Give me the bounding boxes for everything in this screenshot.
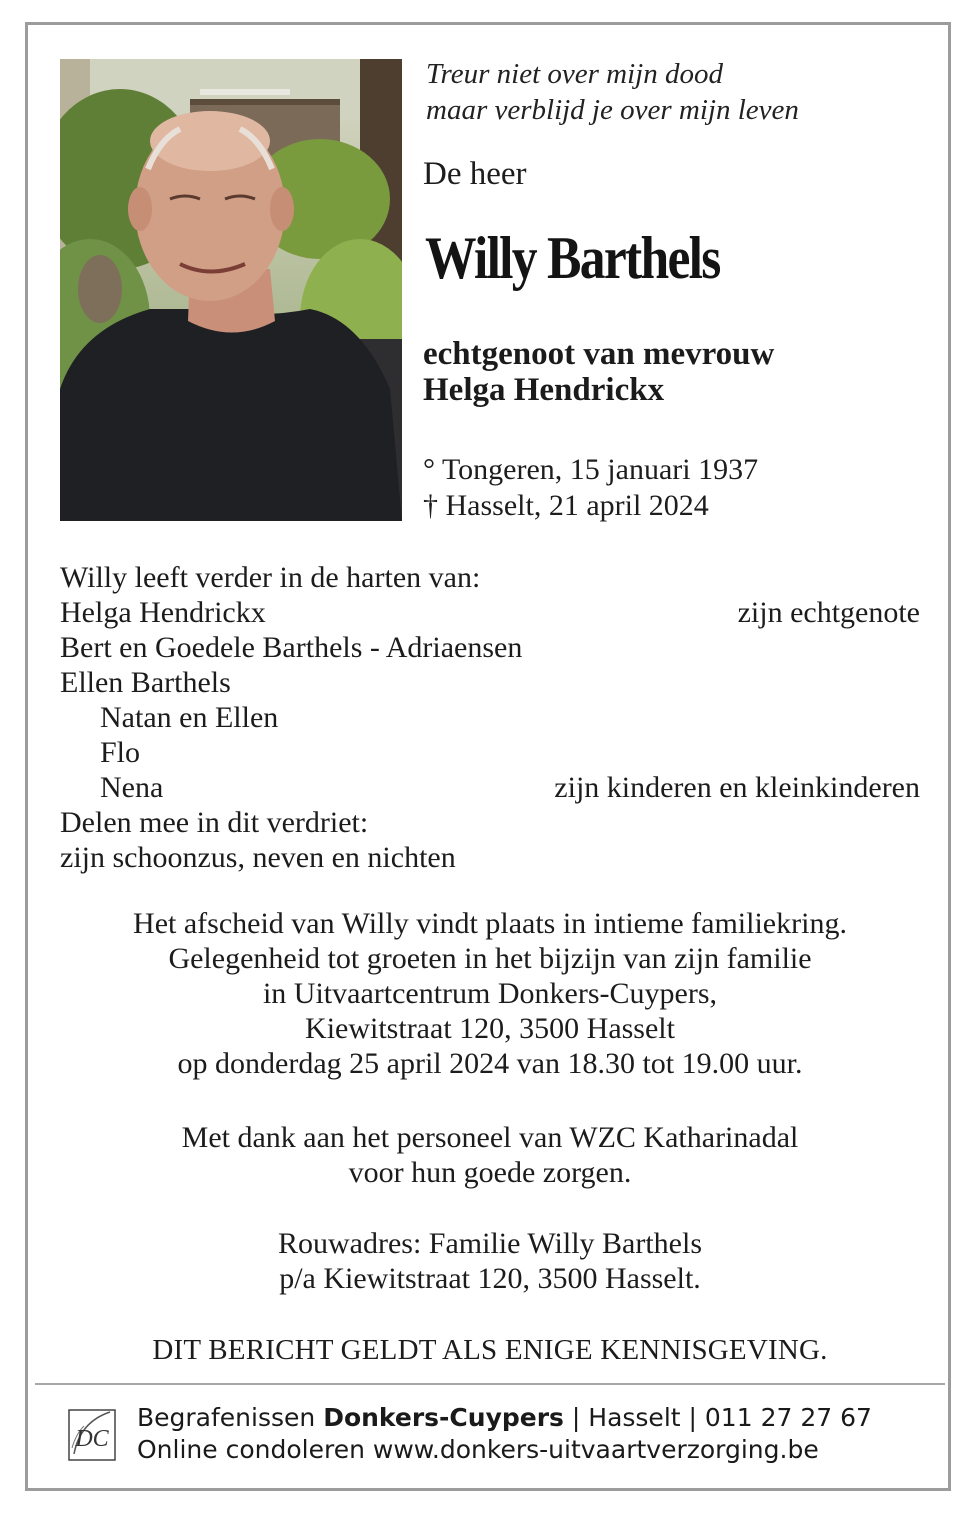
family-relation: zijn echtgenote <box>737 596 920 629</box>
memorial-quote <box>426 56 926 128</box>
thanks-line: voor hun goede zorgen. <box>348 1156 632 1189</box>
family-row <box>60 700 920 735</box>
portrait-photo <box>60 59 402 521</box>
separator: | <box>680 1403 705 1432</box>
family-name: Helga Hendrickx <box>60 596 266 629</box>
family-row <box>60 805 920 840</box>
ceremony-line: in Uitvaartcentrum Donkers-Cuypers, <box>262 977 718 1010</box>
address-line: p/a Kiewitstraat 120, 3500 Hasselt. <box>279 1262 701 1295</box>
death-date: † Hasselt, 21 april 2024 <box>423 489 709 522</box>
ceremony-line: Gelegenheid tot groeten in het bijzijn van zijn familie <box>168 942 812 975</box>
ceremony-line: Kiewitstraat 120, 3500 Hasselt <box>305 1012 675 1045</box>
deceased-name: Willy Barthels <box>425 225 720 291</box>
family-relation: zijn kinderen en kleinkinderen <box>554 771 920 804</box>
family-name: Willy leeft verder in de harten van: <box>60 561 481 594</box>
funeral-home-logo <box>66 1404 118 1464</box>
footer-prefix: Begrafenissen <box>137 1403 324 1432</box>
address-line: Rouwadres: Familie Willy Barthels <box>277 1227 702 1260</box>
family-row <box>60 630 920 665</box>
company-name: Donkers-Cuypers <box>323 1403 564 1432</box>
family-name: Bert en Goedele Barthels - Adriaensen <box>60 631 523 664</box>
family-name: Natan en Ellen <box>100 701 279 734</box>
family-row <box>60 840 920 875</box>
family-name: Delen mee in dit verdriet: <box>60 806 369 839</box>
family-row <box>60 770 920 805</box>
spouse-info <box>423 336 943 408</box>
footer-info <box>137 1402 937 1466</box>
mourning-address <box>30 1226 950 1296</box>
honorific: De heer <box>423 156 527 192</box>
official-notice: DIT BERICHT GELDT ALS ENIGE KENNISGEVING. <box>152 1334 828 1366</box>
family-name: Flo <box>100 736 141 769</box>
quote-line-2: maar verblijd je over mijn leven <box>426 94 799 126</box>
footer-line-1 <box>137 1402 937 1434</box>
footer-line-2 <box>137 1434 937 1466</box>
family-list <box>60 560 920 875</box>
ceremony-line: Het afscheid van Willy vindt plaats in intieme familiekring. <box>133 907 847 940</box>
company-city: Hasselt <box>588 1403 681 1432</box>
family-name: Nena <box>100 771 164 804</box>
portrait-illustration <box>60 59 402 521</box>
family-row <box>60 735 920 770</box>
thanks-line: Met dank aan het personeel van WZC Katharinadal <box>181 1121 799 1154</box>
logo-mark <box>66 1404 118 1464</box>
life-dates <box>423 452 758 524</box>
spouse-line-1: echtgenoot van mevrouw <box>423 336 775 372</box>
birth-date: ° Tongeren, 15 januari 1937 <box>423 453 759 486</box>
online-label: Online condoleren <box>137 1435 373 1464</box>
quote-line-1: Treur niet over mijn dood <box>426 58 723 90</box>
family-name: Ellen Barthels <box>60 666 231 699</box>
website-link[interactable]: www.donkers-uitvaartverzorging.be <box>372 1435 819 1464</box>
ceremony-info <box>30 906 950 1081</box>
ceremony-line: op donderdag 25 april 2024 van 18.30 tot 19.00 uur. <box>177 1047 803 1080</box>
logo-text: DC <box>75 1426 109 1452</box>
footer-divider <box>35 1383 945 1385</box>
family-row <box>60 665 920 700</box>
family-row <box>60 595 920 630</box>
separator: | <box>563 1403 589 1432</box>
family-row <box>60 560 920 595</box>
phone-number[interactable]: 011 27 27 67 <box>704 1403 872 1432</box>
family-name: zijn schoonzus, neven en nichten <box>60 841 456 874</box>
spouse-line-2: Helga Hendrickx <box>423 372 665 408</box>
thanks-note <box>30 1120 950 1190</box>
